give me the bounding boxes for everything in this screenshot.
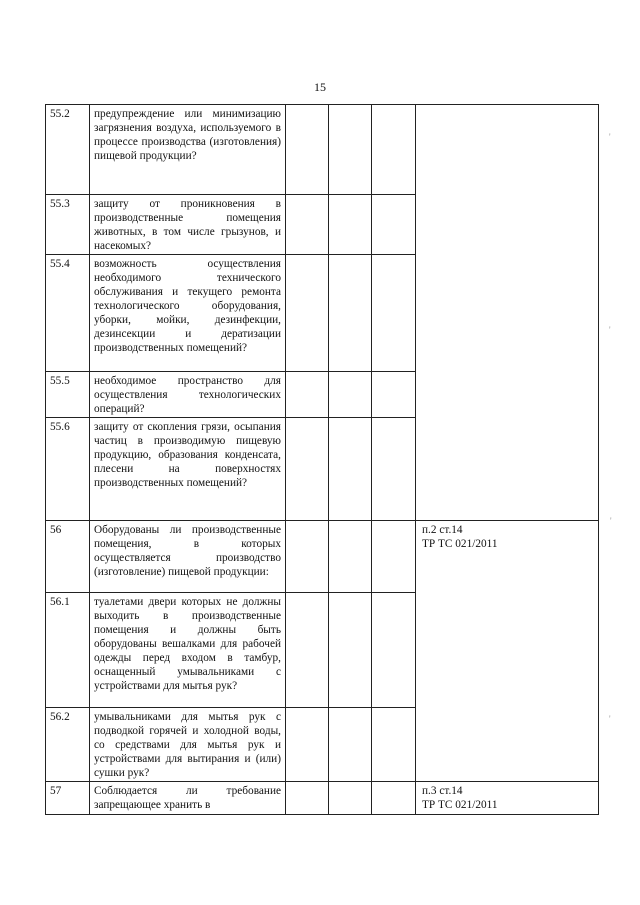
answer-cell-no — [329, 521, 372, 593]
answer-cell-na — [372, 372, 416, 418]
row-number: 55.4 — [46, 255, 90, 372]
row-question: Соблюдается ли требование запрещающее хранить в — [90, 782, 286, 815]
row-question: защиту от скопления грязи, осыпания частиц в производимую пищевую продукцию, образования конденсата, плесени на поверхностях производственных помещений? — [90, 418, 286, 521]
answer-cell-no — [329, 105, 372, 195]
answer-cell-yes — [286, 708, 329, 782]
answer-cell-no — [329, 255, 372, 372]
checklist-table — [45, 104, 599, 815]
reference-cell — [416, 782, 599, 815]
answer-cell-yes — [286, 521, 329, 593]
row-number: 56.2 — [46, 708, 90, 782]
answer-cell-yes — [286, 195, 329, 255]
scan-speck: ' — [609, 132, 611, 142]
answer-cell-yes — [286, 418, 329, 521]
reference-cell — [416, 521, 599, 782]
row-question: защиту от проникновения в производственные помещения животных, в том числе грызунов, и насекомых? — [90, 195, 286, 255]
answer-cell-no — [329, 418, 372, 521]
answer-cell-na — [372, 782, 416, 815]
row-question: необходимое пространство для осуществления технологических операций? — [90, 372, 286, 418]
answer-cell-yes — [286, 593, 329, 708]
table-row — [46, 782, 599, 815]
reference-regulation: ТР ТС 021/2011 — [422, 538, 498, 550]
row-number: 56 — [46, 521, 90, 593]
scan-speck: ' — [610, 516, 612, 526]
scan-speck: ' — [609, 714, 611, 724]
row-number: 55.2 — [46, 105, 90, 195]
answer-cell-no — [329, 195, 372, 255]
answer-cell-yes — [286, 782, 329, 815]
row-number: 56.1 — [46, 593, 90, 708]
answer-cell-no — [329, 782, 372, 815]
reference-clause: п.2 ст.14 — [422, 524, 463, 536]
row-question: туалетами двери которых не должны выходить в производственные помещения и должны быть оборудованы вешалками для рабочей одежды перед входом в тамбур, оснащенный умывальниками с устройствами для мытья рук? — [90, 593, 286, 708]
answer-cell-yes — [286, 372, 329, 418]
answer-cell-na — [372, 195, 416, 255]
row-number: 55.6 — [46, 418, 90, 521]
scan-speck: ' — [609, 325, 611, 335]
reference-regulation: ТР ТС 021/2011 — [422, 799, 498, 811]
table-row — [46, 521, 599, 593]
answer-cell-no — [329, 372, 372, 418]
row-number: 55.3 — [46, 195, 90, 255]
table-row — [46, 105, 599, 195]
answer-cell-yes — [286, 255, 329, 372]
answer-cell-na — [372, 593, 416, 708]
row-number: 55.5 — [46, 372, 90, 418]
reference-cell — [416, 105, 599, 521]
row-question: предупреждение или минимизацию загрязнения воздуха, используемого в процессе производства (изготовления) пищевой продукции? — [90, 105, 286, 195]
answer-cell-yes — [286, 105, 329, 195]
answer-cell-no — [329, 593, 372, 708]
answer-cell-no — [329, 708, 372, 782]
row-question: Оборудованы ли производственные помещения, в которых осуществляется производство (изготовление) пищевой продукции: — [90, 521, 286, 593]
row-number: 57 — [46, 782, 90, 815]
reference-clause: п.3 ст.14 — [422, 785, 463, 797]
row-question: умывальниками для мытья рук с подводкой горячей и холодной воды, со средствами для мытья рук и устройствами для вытирания и (или) сушки рук? — [90, 708, 286, 782]
answer-cell-na — [372, 708, 416, 782]
page-number: 15 — [314, 80, 326, 94]
answer-cell-na — [372, 521, 416, 593]
answer-cell-na — [372, 418, 416, 521]
answer-cell-na — [372, 105, 416, 195]
answer-cell-na — [372, 255, 416, 372]
row-question: возможность осуществления необходимого технического обслуживания и текущего ремонта технологического оборудования, уборки, мойки, дезинфекции, дезинсекции и дератизации производственных помещений? — [90, 255, 286, 372]
